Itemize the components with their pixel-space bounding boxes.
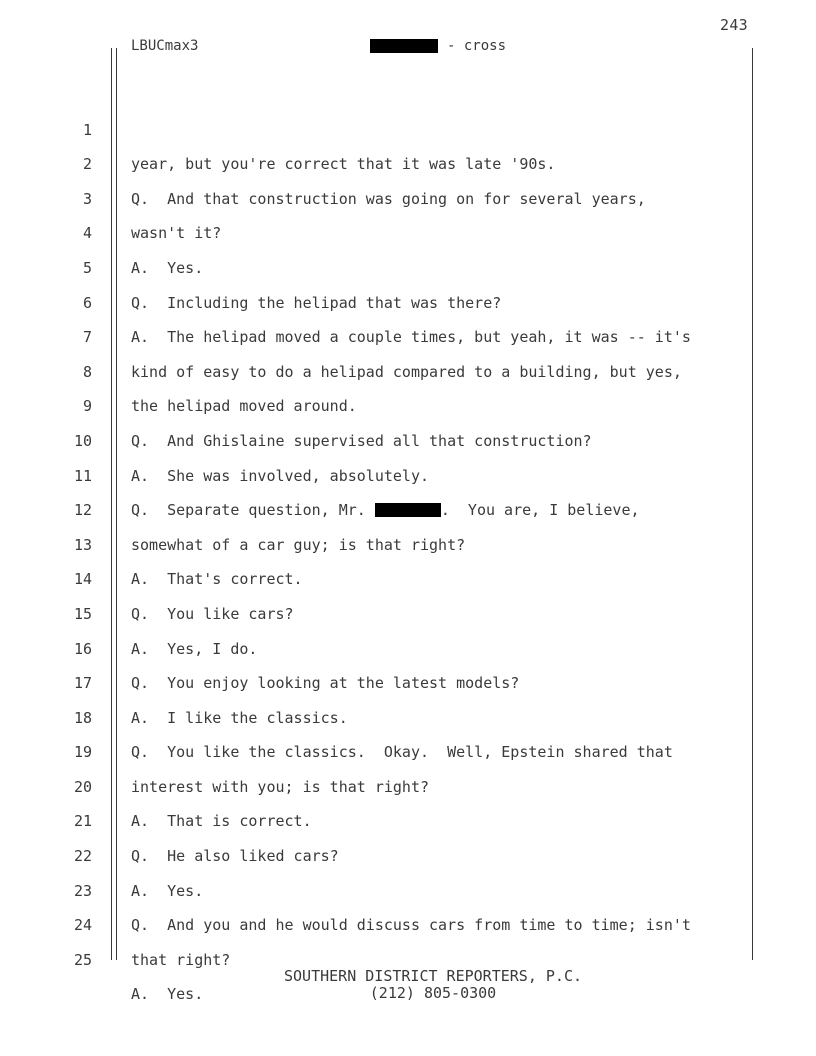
transcript-line bbox=[0, 78, 816, 174]
line-text: Q. He also liked cars? bbox=[131, 847, 339, 866]
line-number: 18 bbox=[73, 708, 92, 727]
line-number: 3 bbox=[82, 189, 92, 208]
line-text: A. That is correct. bbox=[131, 812, 312, 831]
line-number: 9 bbox=[82, 397, 92, 416]
line-number: 11 bbox=[73, 466, 92, 485]
line-number: 6 bbox=[82, 293, 92, 312]
line-number: 17 bbox=[73, 674, 92, 693]
examination-type: - cross bbox=[447, 38, 507, 54]
line-text: Q. You enjoy looking at the latest models? bbox=[131, 674, 520, 693]
line-text: wasn't it? bbox=[131, 224, 222, 243]
line-number: 23 bbox=[73, 881, 92, 900]
line-number: 4 bbox=[82, 224, 92, 243]
line-number: 13 bbox=[73, 535, 92, 554]
line-text: A. That's correct. bbox=[131, 570, 303, 589]
line-text: A. She was involved, absolutely. bbox=[131, 466, 430, 485]
line-text: A. Yes. bbox=[131, 881, 204, 900]
line-number: 8 bbox=[82, 362, 92, 381]
line-text: somewhat of a car guy; is that right? bbox=[131, 535, 466, 554]
line-text: A. Yes, I do. bbox=[131, 639, 258, 658]
line-number: 16 bbox=[73, 639, 92, 658]
line-number: 25 bbox=[73, 950, 92, 969]
line-text: Q. You like the classics. Okay. Well, Epstein shared that bbox=[131, 743, 673, 762]
reporter-name: SOUTHERN DISTRICT REPORTERS, P.C. bbox=[283, 967, 582, 985]
redacted-witness-name bbox=[370, 39, 438, 53]
page-number: 243 bbox=[720, 16, 748, 34]
line-number: 10 bbox=[73, 431, 92, 450]
line-number: 7 bbox=[82, 328, 92, 347]
line-text: that right? bbox=[131, 950, 231, 969]
reporter-phone: (212) 805-0300 bbox=[369, 984, 497, 1002]
line-text: A. Yes. bbox=[131, 258, 204, 277]
line-number: 12 bbox=[73, 501, 92, 520]
line-number: 20 bbox=[73, 777, 92, 796]
witness-header bbox=[370, 38, 506, 54]
line-number: 15 bbox=[73, 604, 92, 623]
line-number: 22 bbox=[73, 847, 92, 866]
line-text: year, but you're correct that it was late '90s. bbox=[131, 155, 556, 174]
line-number: 5 bbox=[82, 258, 92, 277]
line-text: kind of easy to do a helipad compared to a building, but yes, bbox=[131, 362, 682, 381]
line-text: Q. And that construction was going on for several years, bbox=[131, 189, 646, 208]
reporter-footer bbox=[0, 968, 816, 1002]
line-text: A. The helipad moved a couple times, but yeah, it was -- it's bbox=[131, 328, 691, 347]
line-text: Q. And Ghislaine supervised all that construction? bbox=[131, 431, 592, 450]
line-text: A. I like the classics. bbox=[131, 708, 348, 727]
line-text: Q. And you and he would discuss cars from time to time; isn't bbox=[131, 916, 691, 935]
line-text-before-redaction: Q. Separate question, Mr. bbox=[131, 501, 375, 520]
line-number: 14 bbox=[73, 570, 92, 589]
line-number: 1 bbox=[82, 120, 92, 139]
line-text: Q. Including the helipad that was there? bbox=[131, 293, 502, 312]
line-text: the helipad moved around. bbox=[131, 397, 357, 416]
line-number: 21 bbox=[73, 812, 92, 831]
case-code-header: LBUCmax3 bbox=[131, 38, 199, 54]
line-number: 2 bbox=[82, 155, 92, 174]
line-number: 19 bbox=[73, 743, 92, 762]
line-text: Q. You like cars? bbox=[131, 604, 294, 623]
line-text-after-redaction: . You are, I believe, bbox=[440, 501, 640, 520]
line-number: 24 bbox=[73, 916, 92, 935]
line-text: interest with you; is that right? bbox=[131, 777, 430, 796]
line-text: A. Yes. bbox=[131, 985, 204, 1004]
